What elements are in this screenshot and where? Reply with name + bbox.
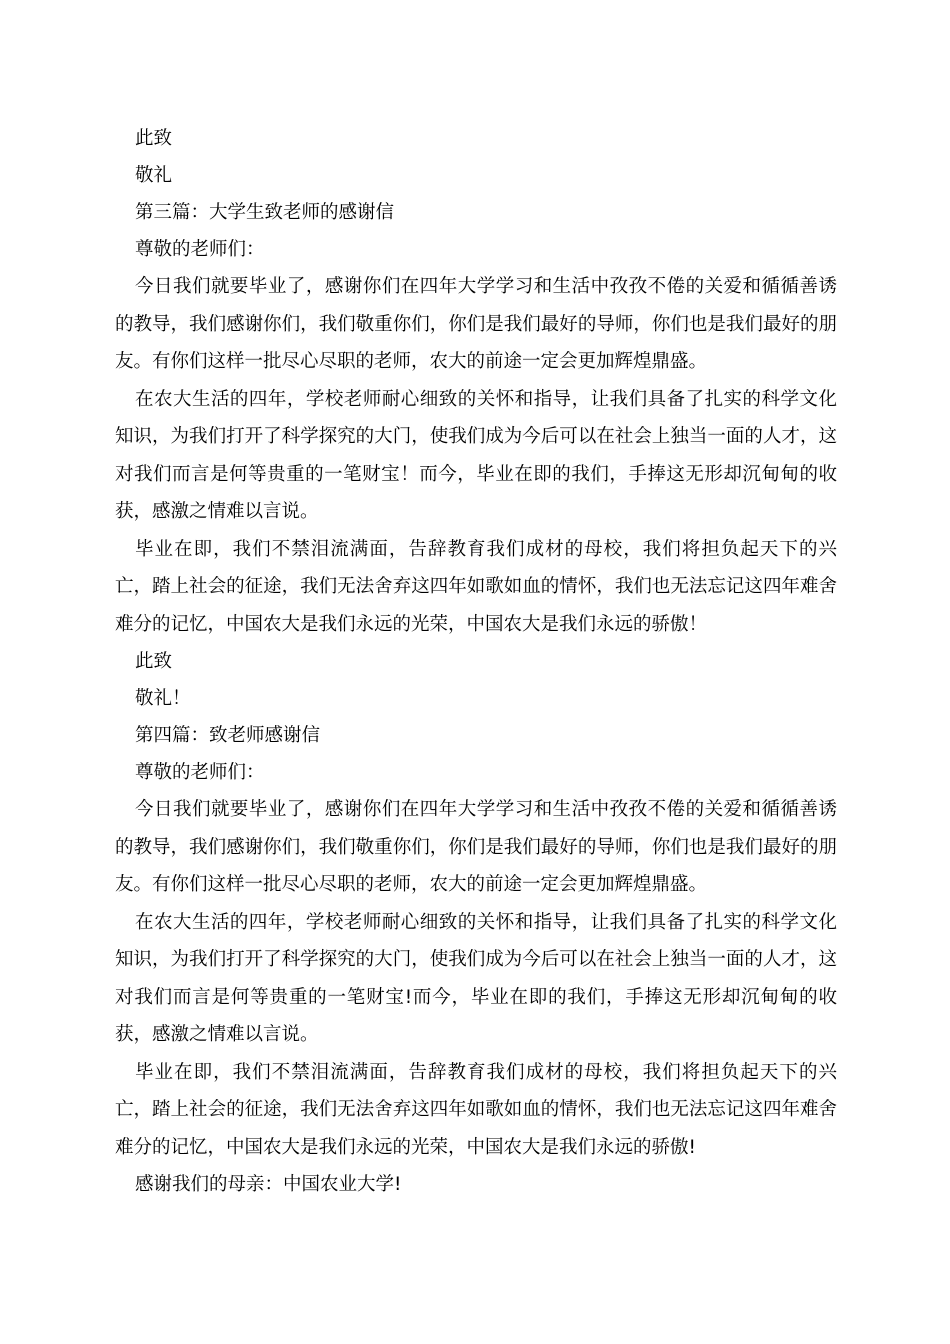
closing-salutation: 此致 xyxy=(135,128,173,149)
greeting: 尊敬的老师们： xyxy=(135,239,265,260)
body-paragraph: 在农大生活的四年，学校老师耐心细致的关怀和指导，让我们具备了扎实的科学文化知识，为我们打开了科学探究的大门，使我们成为今后可以在社会上独当一面的人才，这对我们而言是何等贵重的一笔财宝！而今，毕业在即的我们，手捧这无形却沉甸甸的收获，感激之情难以言说。 xyxy=(115,388,837,522)
closing-regards: 敬礼 xyxy=(135,165,173,186)
greeting: 尊敬的老师们： xyxy=(135,762,265,783)
closing-line: 感谢我们的母亲：中国农业大学! xyxy=(135,1174,402,1195)
section-heading: 第四篇：致老师感谢信 xyxy=(135,725,321,746)
document-body xyxy=(115,120,837,1203)
section-heading: 第三篇：大学生致老师的感谢信 xyxy=(135,202,395,223)
closing-regards: 敬礼！ xyxy=(135,688,191,709)
body-paragraph: 今日我们就要毕业了，感谢你们在四年大学学习和生活中孜孜不倦的关爱和循循善诱的教导，我们感谢你们，我们敬重你们，你们是我们最好的导师，你们也是我们最好的朋友。有你们这样一批尽心尽职的老师，农大的前途一定会更加辉煌鼎盛。 xyxy=(115,799,837,895)
body-paragraph: 在农大生活的四年，学校老师耐心细致的关怀和指导，让我们具备了扎实的科学文化知识，为我们打开了科学探究的大门，使我们成为今后可以在社会上独当一面的人才，这对我们而言是何等贵重的一笔财宝!而今，毕业在即的我们，手捧这无形却沉甸甸的收获，感激之情难以言说。 xyxy=(115,911,837,1045)
closing-salutation: 此致 xyxy=(135,651,173,672)
body-paragraph: 今日我们就要毕业了，感谢你们在四年大学学习和生活中孜孜不倦的关爱和循循善诱的教导，我们感谢你们，我们敬重你们，你们是我们最好的导师，你们也是我们最好的朋友。有你们这样一批尽心尽职的老师，农大的前途一定会更加辉煌鼎盛。 xyxy=(115,276,837,372)
body-paragraph: 毕业在即，我们不禁泪流满面，告辞教育我们成材的母校，我们将担负起天下的兴亡，踏上社会的征途，我们无法舍弃这四年如歌如血的情怀，我们也无法忘记这四年难舍难分的记忆，中国农大是我们永远的光荣，中国农大是我们永远的骄傲! xyxy=(115,1061,837,1158)
body-paragraph: 毕业在即，我们不禁泪流满面，告辞教育我们成材的母校，我们将担负起天下的兴亡，踏上社会的征途，我们无法舍弃这四年如歌如血的情怀，我们也无法忘记这四年难舍难分的记忆，中国农大是我们永远的光荣，中国农大是我们永远的骄傲！ xyxy=(115,538,837,635)
